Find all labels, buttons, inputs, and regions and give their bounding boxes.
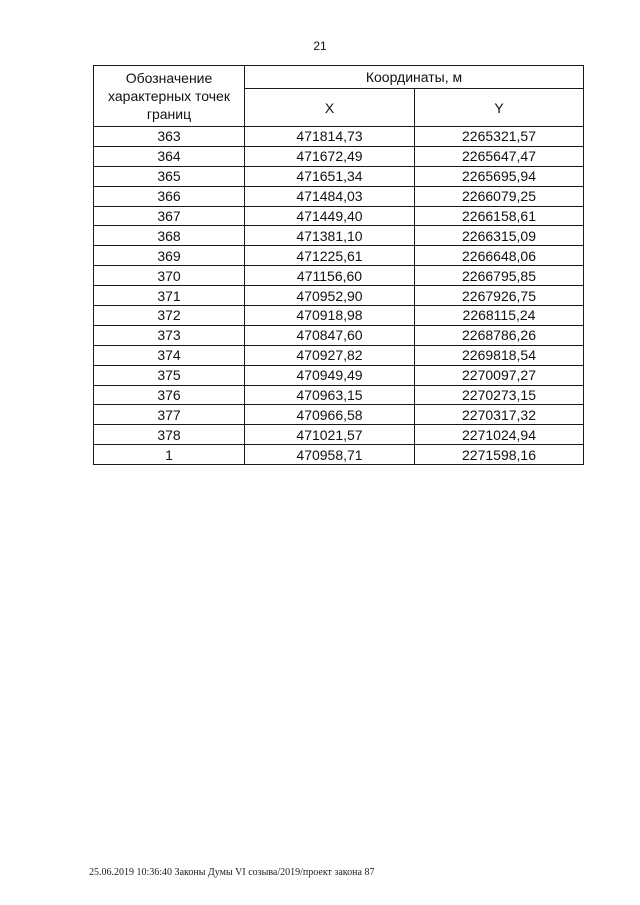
point-cell: 371 [94,286,245,306]
point-cell: 366 [94,186,245,206]
y-cell: 2267926,75 [415,286,584,306]
point-cell: 367 [94,206,245,226]
y-cell: 2268115,24 [415,306,584,326]
point-cell: 369 [94,246,245,266]
x-cell: 471651,34 [245,166,415,186]
point-cell: 1 [94,445,245,465]
x-cell: 470952,90 [245,286,415,306]
y-cell: 2269818,54 [415,345,584,365]
y-cell: 2266795,85 [415,266,584,286]
x-cell: 470918,98 [245,306,415,326]
y-cell: 2265695,94 [415,166,584,186]
table-row [94,365,584,385]
x-cell: 471484,03 [245,186,415,206]
x-cell: 470958,71 [245,445,415,465]
point-cell: 373 [94,325,245,345]
y-cell: 2266079,25 [415,186,584,206]
table-row [94,266,584,286]
table-row [94,127,584,147]
table-row [94,246,584,266]
x-cell: 471021,57 [245,425,415,445]
x-cell: 470847,60 [245,325,415,345]
x-cell: 471672,49 [245,146,415,166]
point-cell: 365 [94,166,245,186]
point-cell: 368 [94,226,245,246]
table-row [94,146,584,166]
point-cell: 378 [94,425,245,445]
point-cell: 363 [94,127,245,147]
coordinates-table [93,65,584,465]
point-cell: 376 [94,385,245,405]
table-row [94,226,584,246]
y-cell: 2266315,09 [415,226,584,246]
x-cell: 471156,60 [245,266,415,286]
document-footer: 25.06.2019 10:36:40 Законы Думы VI созыва/2019/проект закона 87 [89,867,375,878]
table-row [94,385,584,405]
y-cell: 2271598,16 [415,445,584,465]
y-cell: 2270097,27 [415,365,584,385]
page-number: 21 [313,39,327,53]
x-cell: 471381,10 [245,226,415,246]
table-body [94,127,584,465]
x-cell: 471814,73 [245,127,415,147]
x-header: X [245,89,415,127]
y-cell: 2268786,26 [415,325,584,345]
y-cell: 2265321,57 [415,127,584,147]
table-row [94,425,584,445]
point-cell: 370 [94,266,245,286]
x-cell: 470963,15 [245,385,415,405]
table-row [94,286,584,306]
table-row [94,206,584,226]
point-label-header: Обозначение характерных точек границ [94,66,245,127]
point-cell: 375 [94,365,245,385]
table-row [94,306,584,326]
table-row [94,345,584,365]
table-row [94,186,584,206]
x-cell: 470927,82 [245,345,415,365]
table-row [94,325,584,345]
x-cell: 471225,61 [245,246,415,266]
table-row [94,405,584,425]
point-cell: 377 [94,405,245,425]
y-cell: 2270317,32 [415,405,584,425]
x-cell: 471449,40 [245,206,415,226]
x-cell: 470966,58 [245,405,415,425]
table-row [94,166,584,186]
y-header: Y [415,89,584,127]
table-row [94,445,584,465]
point-cell: 364 [94,146,245,166]
y-cell: 2265647,47 [415,146,584,166]
coordinates-header: Координаты, м [245,66,584,89]
y-cell: 2270273,15 [415,385,584,405]
x-cell: 470949,49 [245,365,415,385]
y-cell: 2266158,61 [415,206,584,226]
y-cell: 2266648,06 [415,246,584,266]
y-cell: 2271024,94 [415,425,584,445]
point-cell: 372 [94,306,245,326]
point-cell: 374 [94,345,245,365]
